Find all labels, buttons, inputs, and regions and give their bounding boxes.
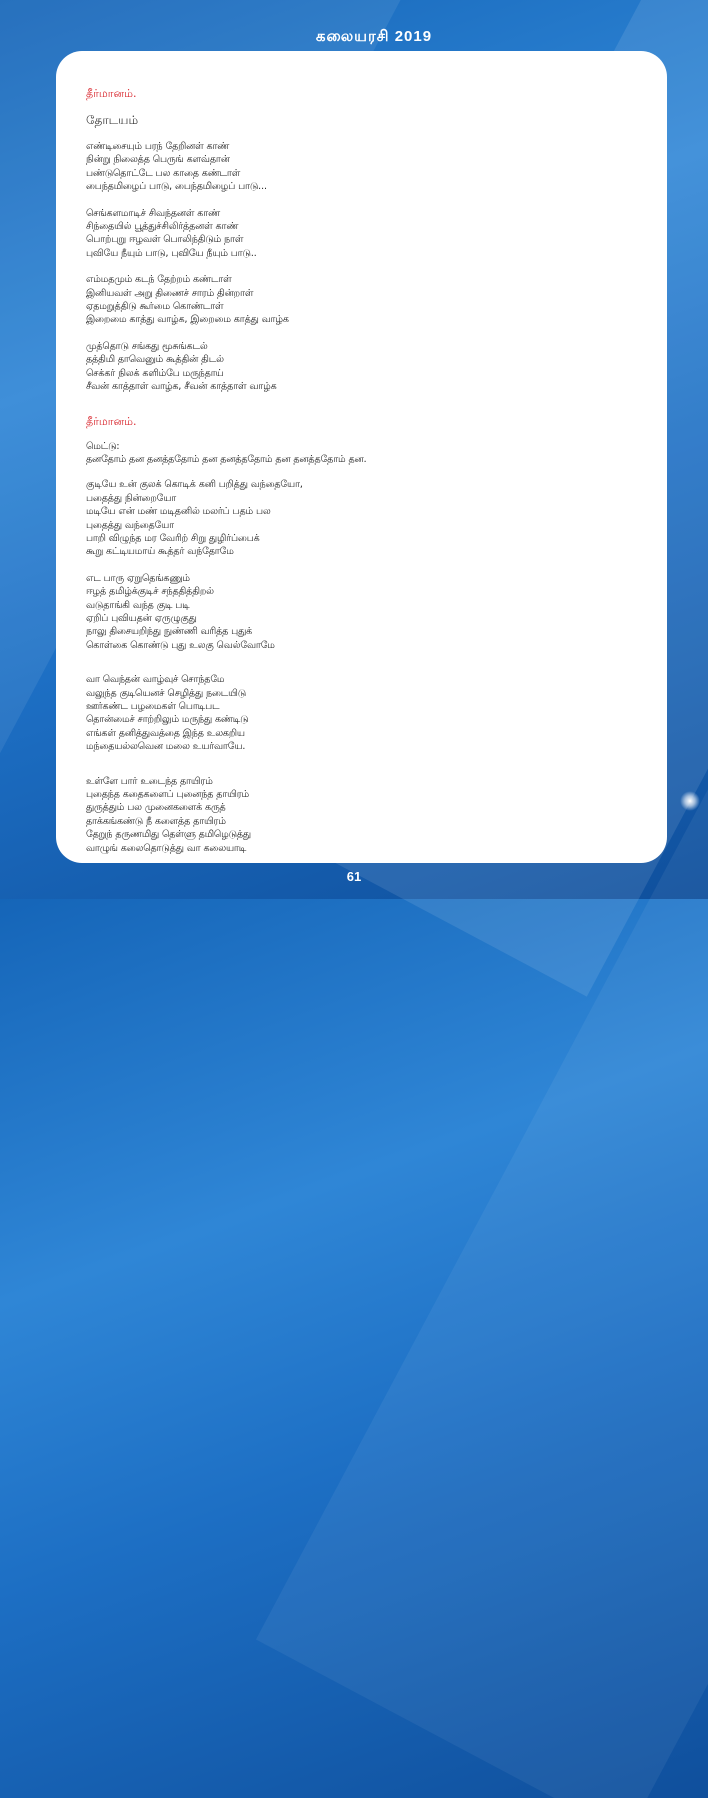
poem-line: வா வெந்தன் வாழ்வுச் சொந்தமே <box>86 674 225 686</box>
poem-line: தேறுந் தருணமிது தெள்ளு தமிழெடுத்து <box>86 829 251 841</box>
metre-block <box>86 440 637 467</box>
poem-line: எம்மதமும் கடந் தேற்றம் கண்டாள் <box>86 274 232 286</box>
poem-line: எங்கள் தனித்துவத்தை இந்த உலகறிய <box>86 727 245 739</box>
poem-line: தொன்மைச் சாற்றிலும் மருந்து கண்டிடு <box>86 714 249 726</box>
poem-line: துருத்தும் பல முனைகளைக் கருத் <box>86 802 226 814</box>
poem-line: ஏதமறுத்திடு கூர்மை கொண்டாள் <box>86 301 224 313</box>
poem-line: மடியே என் மண் மடிதனில் மலர்ப் பதம் பல <box>86 506 271 518</box>
stanza <box>86 775 637 855</box>
poem-line: குடியே உன் குலக் கொடிக் கனி பறித்து வந்தையோ, <box>86 479 303 491</box>
poem-line: சீவன் காத்தாள் வாழ்க, சீவன் காத்தாள் வாழ்க <box>86 381 277 393</box>
poem-line: எட பாரு ஏறுதெங்கணும் <box>86 572 190 584</box>
section-1-subheading: தோடயம் <box>86 113 139 127</box>
poem-line: வாழுங் கலைதொடுத்து வா கலையாடி <box>86 842 247 854</box>
poem-line: கூறு கட்டியமாய் கூத்தர் வந்தோமே <box>86 546 234 558</box>
poem-line: பண்டுதொட்டே பல காதை கண்டாள் <box>86 167 241 179</box>
section-1-poem <box>86 140 637 394</box>
poem-line: வலுந்த குடியெனச் செழித்து நடையிடு <box>86 687 246 699</box>
poem-line: தத்திமி தாவெனும் கூத்தின் திடல் <box>86 354 224 366</box>
poem-line: ஏறிப் புவியதன் ஏருழுகுது <box>86 612 197 624</box>
stanza <box>86 207 637 261</box>
stanza <box>86 273 637 327</box>
stanza <box>86 673 637 753</box>
poem-line: வடுதாங்கி வந்த குடி படி <box>86 599 190 611</box>
poem-line: கொள்கை கொண்டு புது உலகு வெல்வோமே <box>86 639 275 651</box>
poem-line: நாலு திசையறிந்து நுண்ணி வரித்த புதுக் <box>86 626 253 638</box>
metre-label: மெட்டு: <box>86 440 120 452</box>
section-2-heading: தீர்மானம். <box>86 414 137 428</box>
poem-line: பைந்தமிழைப் பாடு, பைந்தமிழைப் பாடு... <box>86 181 268 193</box>
stanza <box>86 572 637 652</box>
poem-line: மந்தையல்லவென மலை உயர்வாயே. <box>86 741 246 753</box>
page-panel <box>56 51 667 863</box>
poem-line: நின்று நிலைத்த பெருங் களவ்தான் <box>86 154 230 166</box>
glow-dot <box>680 791 700 811</box>
metre-line: தனதோம் தன தனத்ததோம் தன தனத்ததோம் தன தனத்ததோம் தன. <box>86 453 367 465</box>
poem-line: எண்டிசையும் பரந் தேறினள் காண் <box>86 141 230 152</box>
stanza <box>86 478 637 558</box>
section-1-heading: தீர்மானம். <box>86 87 137 100</box>
poem-line: புதைந்த கதைகளைப் புனைந்த தாயிரம் <box>86 789 249 801</box>
poem-line: செங்களமாடிச் சிவந்தனள் காண் <box>86 207 220 219</box>
poem-line: பதைத்து நின்றையோ <box>86 492 177 504</box>
page-number: 61 <box>346 869 362 884</box>
stanza <box>86 340 637 394</box>
poem-line: சிந்தையில் பூத்துச்சிலிர்த்தனள் காண் <box>86 221 239 233</box>
poem-line: புவியே நீயும் பாடு, புவியே நீயும் பாடு.. <box>86 247 257 259</box>
poem-line: இறைமை காத்து வாழ்க, இறைமை காத்து வாழ்க <box>86 314 289 326</box>
poem-line: இனியவள் அறு திணைச் சாரம் தின்றாள் <box>86 287 254 299</box>
poem-line: தாக்கங்கண்டு நீ களைத்த தாயிரம் <box>86 815 226 827</box>
poem-line: பொற்புறு ஈழவள் பொலிந்திடும் நாள் <box>86 234 244 246</box>
magazine-title: கலையரசி 2019 <box>315 28 433 45</box>
stanza <box>86 140 637 194</box>
poem-line: உள்ளே பார் உடைந்த தாயிரம் <box>86 775 213 787</box>
section-2-poem <box>86 478 637 855</box>
poem-line: செக்கர் நிலக் களிம்பே மருந்தாய் <box>86 367 224 379</box>
poem-line: ஊர்கண்ட பழமைகள் பொடிபட <box>86 701 220 712</box>
poem-line: முத்தொடு சங்கது மூசுங்கடல் <box>86 340 208 352</box>
poem-line: ஈழத் தமிழ்க்குடிச் சந்ததித்திறல் <box>86 586 214 598</box>
poem-line: பாறி விழுந்த மர வேரிற் சிறு துழிர்ப்பைக் <box>86 532 260 544</box>
poem-line: புதைத்து வந்தையோ <box>86 519 174 531</box>
